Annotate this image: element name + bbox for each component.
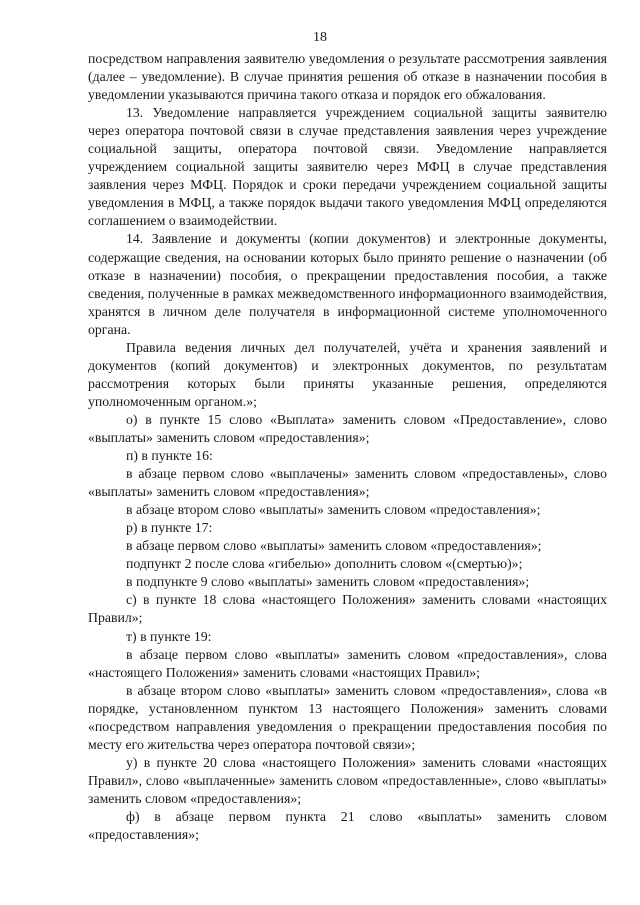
paragraph-r-first-abzac: в абзаце первом слово «выплаты» заменить словом «предоставления»; (126, 538, 542, 554)
document-body (88, 50, 607, 844)
paragraph-rules-personal-files: Правила ведения личных дел получателей, учёта и хранения заявлений и документов (копий документов) и электронных документов, по результатам рассмотрения которых были приняты указанные решения, определяются уполномоченным органом.»; (88, 339, 607, 409)
paragraph-subitem-f: ф) в абзаце первом пункта 21 слово «выплаты» заменить словом «предоставления»; (88, 808, 607, 843)
paragraph-subitem-r: р) в пункте 17: (126, 520, 213, 536)
paragraph-continuation: посредством направления заявителю уведомления о результате рассмотрения заявления (далее – уведомление). В случае принятия решения об отказе в назначении пособия в уведомлении указываются причина такого отказа и порядок его обжалования. (88, 51, 607, 103)
page-number: 18 (313, 30, 327, 45)
paragraph-t-second-abzac: в абзаце втором слово «выплаты» заменить словом «предоставления», слова «в порядке, установленном пунктом 13 настоящего Положения» заменить словами «посредством направления уведомления о прекращении предоставления пособия по месту его жительства через оператора почтовой связи»; (88, 682, 607, 752)
paragraph-item-14: 14. Заявление и документы (копии документов) и электронные документы, содержащие сведения, на основании которых было принято решение о назначении (об отказе в назначении) пособия, о прекращении предоставления пособия, а также сведения, полученные в рамках межведомственного информационного взаимодействия, хранятся в личном деле получателя в информационной системе уполномоченного органа. (88, 231, 607, 337)
paragraph-p-second-abzac: в абзаце втором слово «выплаты» заменить словом «предоставления»; (126, 502, 541, 518)
paragraph-subitem-o: о) в пункте 15 слово «Выплата» заменить словом «Предоставление», слово «выплаты» заменить словом «предоставления»; (88, 411, 607, 445)
paragraph-r-subpoint-9: в подпункте 9 слово «выплаты» заменить словом «предоставления»; (126, 574, 530, 590)
paragraph-t-first-abzac: в абзаце первом слово «выплаты» заменить словом «предоставления», слова «настоящего Положения» заменить словами «настоящих Правил»; (88, 646, 607, 680)
paragraph-subitem-u: у) в пункте 20 слова «настоящего Положения» заменить словами «настоящих Правил», слово «выплаченные» заменить словом «предоставленные», слово «выплаты» заменить словом «предоставления»; (88, 754, 607, 806)
paragraph-subitem-t: т) в пункте 19: (126, 628, 212, 644)
paragraph-item-13: 13. Уведомление направляется учреждением социальной защиты заявителю через оператора почтовой связи в случае представления заявления через учреждение социальной защиты, оператора почтовой связи. Уведомление направляется учреждением социальной защиты заявителю через МФЦ в случае представления заявления через МФЦ. Порядок и сроки передачи учреждением социальной защиты уведомления в МФЦ, а также порядок выдачи такого уведомления МФЦ определяются соглашением о взаимодействии. (88, 105, 607, 229)
paragraph-subitem-s: с) в пункте 18 слова «настоящего Положения» заменить словами «настоящих Правил»; (88, 592, 607, 626)
paragraph-p-first-abzac: в абзаце первом слово «выплачены» заменить словом «предоставлены», слово «выплаты» заменить словом «предоставления»; (88, 466, 607, 500)
paragraph-r-subpoint-2: подпункт 2 после слова «гибелью» дополнить словом «(смертью)»; (126, 556, 523, 572)
paragraph-subitem-p: п) в пункте 16: (126, 448, 213, 464)
